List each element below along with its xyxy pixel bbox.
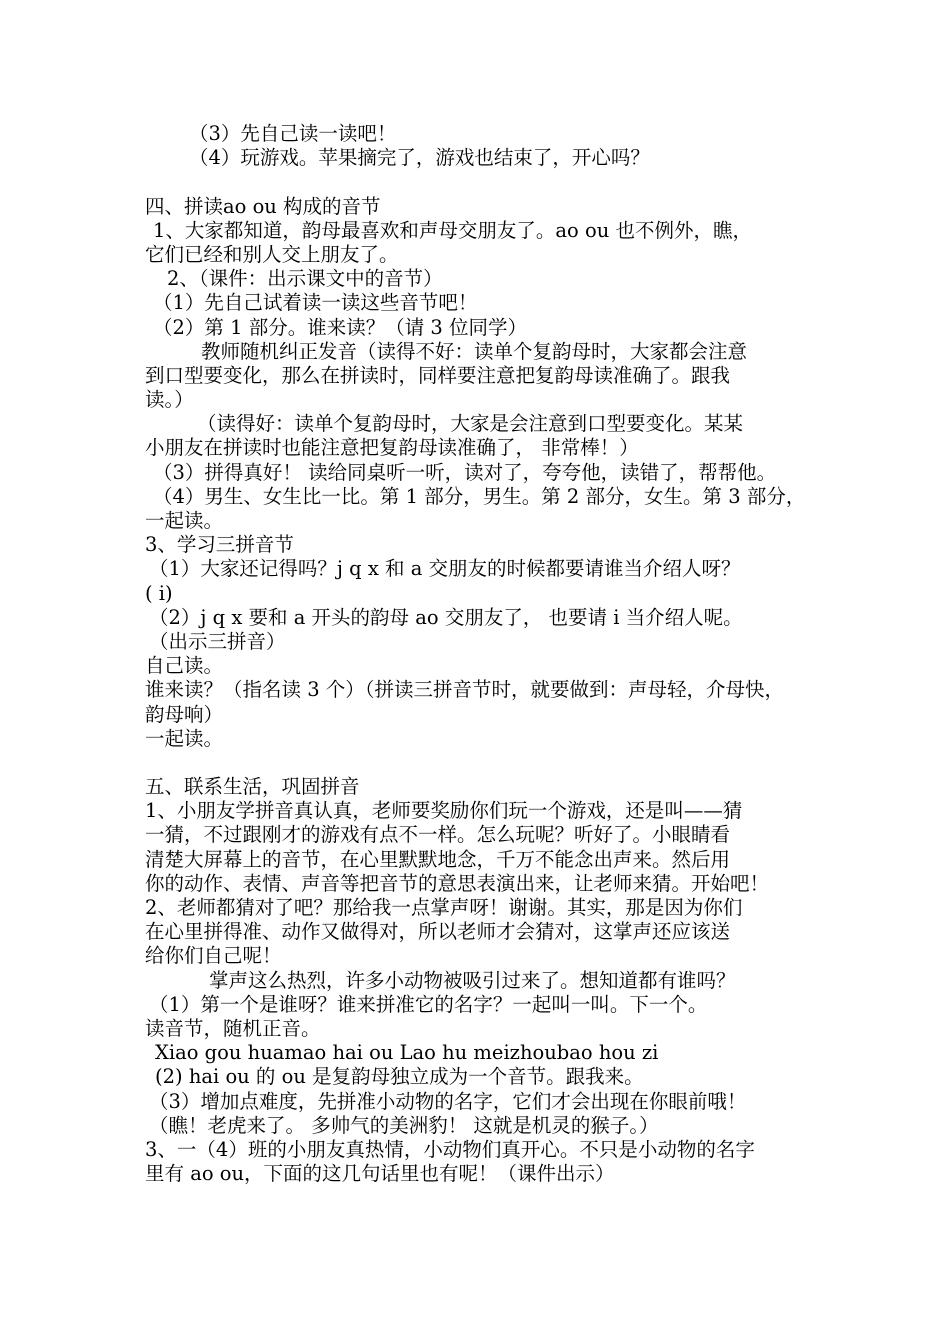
text-line: （1）大家还记得吗？j q x 和 a 交朋友的时候都要请谁当介绍人呀？ xyxy=(149,557,741,581)
text-line: 你的动作、表情、声音等把音节的意思表演出来，让老师来猜。开始吧！ xyxy=(145,871,770,895)
text-line: ( i) xyxy=(145,581,173,605)
text-line: 读音节，随机正音。 xyxy=(145,1016,321,1040)
text-line: （出示三拼音） xyxy=(149,629,286,653)
text-line: Xiao gou huamao hai ou Lao hu meizhoubao hou zi xyxy=(155,1041,659,1065)
text-line: （1）第一个是谁呀？谁来拼准它的名字？一起叫一叫。下一个。 xyxy=(149,992,708,1016)
text-line: （2）第 1 部分。谁来读？（请 3 位同学） xyxy=(153,315,528,339)
text-line: 1、小朋友学拼音真认真，老师要奖励你们玩一个游戏，还是叫——猜 xyxy=(145,799,743,823)
text-line: （3）拼得真好！ 读给同桌听一听，读对了，夸夸他，读错了，帮帮他。 xyxy=(153,460,777,484)
text-line: 谁来读？（指名读 3 个）（拼读三拼音节时，就要做到：声母轻，介母快， xyxy=(145,678,785,702)
text-line: 2、老师都猜对了吧？那给我一点掌声呀！谢谢。其实，那是因为你们 xyxy=(145,896,743,919)
text-line: 到口型要变化，那么在拼读时，同样要注意把复韵母读准确了。跟我 xyxy=(145,363,731,387)
text-line: 里有 ao ou，下面的这几句话里也有呢！（课件出示） xyxy=(145,1162,615,1186)
text-line: （1）先自己试着读一读这些音节吧！ xyxy=(153,291,478,315)
text-line: （4）男生、女生比一比。第 1 部分，男生。第 2 部分，女生。第 3 部分， xyxy=(153,484,806,508)
text-line: 3、一（4）班的小朋友真热情，小动物们真开心。不只是小动物的名字 xyxy=(145,1137,755,1161)
text-line: 自己读。 xyxy=(145,654,224,678)
text-line: （2）j q x 要和 a 开头的韵母 ao 交朋友了， 也要请 i 当介绍人呢。 xyxy=(149,605,743,629)
text-line: 一起读。 xyxy=(145,509,224,532)
text-line: 一起读。 xyxy=(145,726,224,750)
text-line: 四、拼读ao ou 构成的音节 xyxy=(145,194,381,218)
text-line: （读得好：读单个复韵母时，大家是会注意到口型要变化。某某 xyxy=(197,412,744,436)
text-line xyxy=(145,170,820,194)
text-line: (2) hai ou 的 ou 是复韵母独立成为一个音节。跟我来。 xyxy=(155,1065,644,1089)
text-line: （4）玩游戏。苹果摘完了，游戏也结束了，开心吗？ xyxy=(189,146,650,170)
text-line: 韵母响） xyxy=(145,702,224,726)
text-line xyxy=(145,751,820,775)
text-line: 给你们自己呢！ xyxy=(145,944,282,968)
text-line: 一猜，不过跟刚才的游戏有点不一样。怎么玩呢？听好了。小眼睛看 xyxy=(145,823,731,847)
text-line: 在心里拼得准、动作又做得对，所以老师才会猜对，这掌声还应该送 xyxy=(145,920,731,944)
text-line: 五、联系生活，巩固拼音 xyxy=(145,775,360,799)
document-body xyxy=(145,122,820,1186)
text-line: （3）先自己读一读吧！ xyxy=(189,122,397,145)
text-line: 小朋友在拼读时也能注意把复韵母读准确了， 非常棒！） xyxy=(145,436,639,460)
text-line: 3、学习三拼音节 xyxy=(145,533,294,557)
text-line: （瞧！老虎来了。 多帅气的美洲豹！ 这就是机灵的猴子。） xyxy=(149,1113,659,1137)
text-line: 读。） xyxy=(145,388,194,412)
text-line: 2、（课件：出示课文中的音节） xyxy=(167,267,443,291)
text-line: （3）增加点难度，先拼准小动物的名字，它们才会出现在你眼前哦！ xyxy=(149,1089,747,1113)
text-line: 它们已经和别人交上朋友了。 xyxy=(145,242,399,266)
text-line: 1、大家都知道，韵母最喜欢和声母交朋友了。ao ou 也不例外，瞧， xyxy=(153,218,752,242)
text-line: 教师随机纠正发音（读得不好：读单个复韵母时，大家都会注意 xyxy=(201,339,748,363)
text-line: 掌声这么热烈，许多小动物被吸引过来了。想知道都有谁吗？ xyxy=(209,968,736,992)
text-line: 清楚大屏幕上的音节，在心里默默地念，千万不能念出声来。然后用 xyxy=(145,847,731,871)
